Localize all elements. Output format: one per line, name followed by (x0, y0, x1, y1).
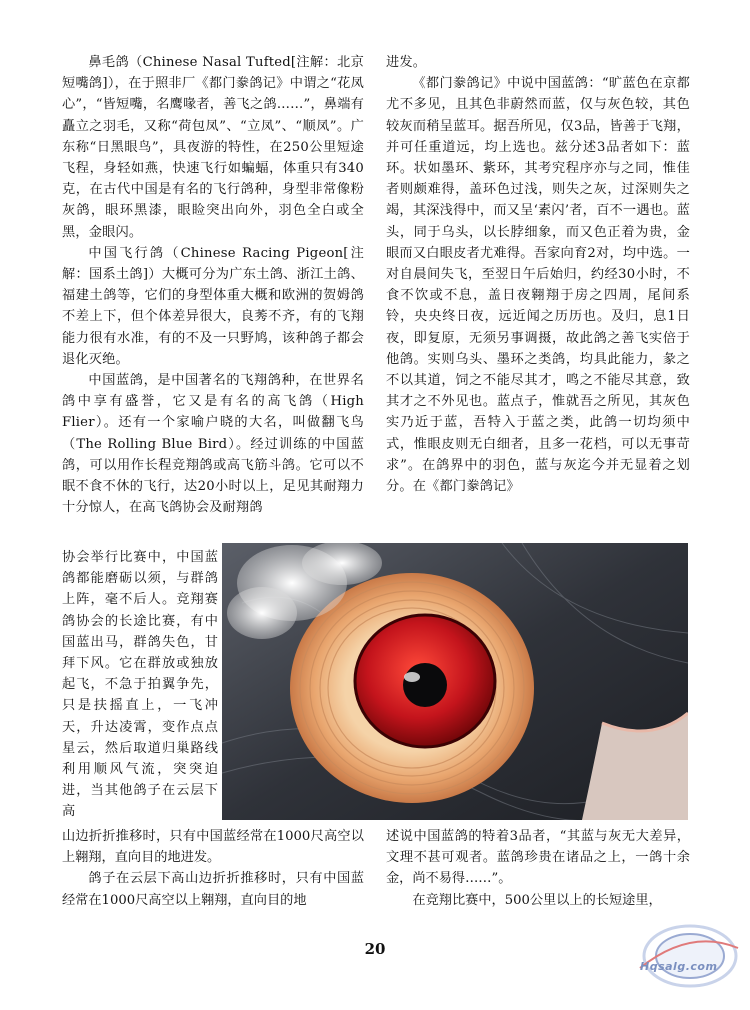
paragraph-clouds: 鸽子在云层下高山边折折推移时，只有中国蓝经常在1000尺高空以上翱翔，直向目的地 (62, 871, 364, 908)
page-number: 20 (364, 940, 386, 958)
paragraph-racing: 在竞翔比赛中，500公里以上的长短途里， (412, 892, 662, 908)
paragraph-cont-right: 进发。 (386, 55, 427, 70)
paragraph-chinese-blue: 中国蓝鸽，是中国著名的飞翔鸽种，在世界名鸽中享有盛誉，它又是有名的高飞鸽（High Flier）。还有一个家喻户晓的大名，叫做翻飞鸟（The Rolling Blue Bird）。经过训练的中国蓝鸽，可以用作长程竞翔鸽或高飞筋斗鸽。它可以不眠不食不休的飞行，达20小时以上，足见其耐翔力十分惊人，在高飞鸽协会及耐翔鸽 (62, 373, 364, 516)
right-column (386, 52, 690, 497)
watermark-text: Hqsalg.com (640, 960, 718, 973)
pigeon-eye-image (222, 543, 688, 820)
paragraph-racing-pigeon: 中国飞行鸽（Chinese Racing Pigeon[注解：国系土鸽]）大概可分为广东土鸽、浙江土鸽、福建土鸽等，它们的身型体重大概和欧洲的贺姆鸽不差上下，但个体差异很大，良莠不齐，有的飞翔能力很有水准，有的不及一只野鸠，该种鸽子都会退化灭绝。 (62, 245, 364, 367)
narrow-column (62, 547, 218, 823)
paragraph-cont: 山边折折推移时，只有中国蓝经常在1000尺高空以上翱翔，直向目的地进发。 (62, 829, 364, 866)
paragraph-dumen-record: 《都门豢鸽记》中说中国蓝鸽：“旷蓝色在京都尤不多见，且其色非蔚然而蓝，仅与灰色较，其色较灰而稍呈蓝耳。据吾所见，仅3品，皆善于飞翔，并可任重道远，均上选也。兹分述3品者如下：蓝环。状如墨环、紫环，其考究程序亦与之同，惟佳者则颇难得，盖环色过浅，则失之灰，过深则失之竭，其深浅得中，而又呈‘素闪’者，百不一遇也。蓝头，同于乌头，以长脖细象，而又色正着为贵，金眼而又白眼皮者尤难得。吾家向育2对，均中选。一对自晨间失飞，至翌日午后始归，约经30小时，不食不饮或不息，盖日夜翱翔于房之四周，尾间系铃，央央终日夜，远近闻之历历也。及归，息1日夜，即复原，无须另事调摄，故此鸽之善飞实倍于他鸽。实则乌头、墨环之类鸽，均具此能力，彖之不以其道，饲之不能尽其才，鸣之不能尽其意，致其才之不外见也。蓝点子，惟就吾之所见，其灰色实乃近于蓝，吾特入于蓝之类，此鸽一切均须中式，惟眼皮则无白细者，且多一花档，可以无事苛求”。在鸽界中的羽色，蓝与灰迄今并无显着之划分。在《都门豢鸽记》 (386, 76, 690, 495)
bottom-left-text (62, 826, 364, 911)
bottom-right-text (386, 826, 690, 911)
left-column (62, 52, 364, 518)
paragraph-chinese-blue-cont: 协会举行比赛中，中国蓝鸽都能磨砺以须，与群鸽上阵，毫不后人。竞翔赛鸽协会的长途比赛，有中国蓝出马，群鸽失色，甘拜下风。它在群放或独放起飞，不急于拍翼争先，只是扶摇直上，一飞冲天，升达凌霄，变作点点星云，然后取道归巢路线利用顺风气流，突突迫进，当其他鸽子在云层下高 (62, 550, 218, 820)
pigeon-eye-photo (222, 543, 688, 820)
paragraph-three-grades: 述说中国蓝鸽的特着3品者，“其蓝与灰无大差异，文理不甚可观者。蓝鸽珍贵在诸品之上，一鸽十余金，尚不易得……”。 (386, 829, 690, 887)
site-logo-icon (630, 918, 740, 998)
paragraph-nasal-tufted: 鼻毛鸽（Chinese Nasal Tufted[注解：北京短嘴鸽]），在于照非厂《都门豢鸽记》中谓之“花凤心”，“皆短嘴，名鹰喙者，善飞之鸽……”，鼻端有矗立之羽毛，又称“荷包凤”、“立凤”、“顺凤”。广东称“日黑眼鸟”，具夜游的特性，在250公里短途飞程，身轻如燕，快速飞行如蝙蝠，体重只有340克，在古代中国是有名的飞行鸽种，身型非常像粉灰鸽，眼环黑漆，眼睑突出向外，羽色全白或全黑，金眼闪。 (62, 55, 364, 240)
